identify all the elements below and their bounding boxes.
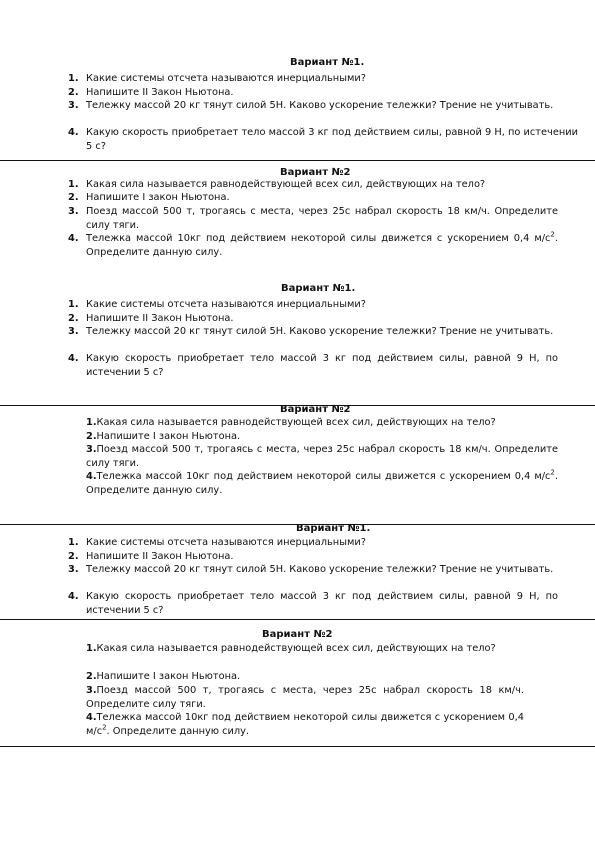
question-text-main: Какие системы отсчета называются инерциальными?	[86, 73, 366, 84]
question-item	[68, 325, 558, 339]
question-text-main: Тележку массой 20 кг тянут силой 5Н. Каково ускорение тележки? Трение не учитывать.	[86, 100, 554, 111]
question-text-main: Какие системы отсчета называются инерциальными?	[86, 537, 366, 548]
question-text-main: Какая сила называется равнодействующей всех сил, действующих на тело?	[96, 417, 496, 428]
question-item	[68, 205, 558, 233]
question-number: 1.	[68, 299, 79, 310]
question-number: 1.	[68, 537, 79, 548]
question-text	[86, 99, 578, 113]
question-item	[86, 670, 524, 684]
question-text	[86, 178, 558, 192]
question-text-main: Какие системы отсчета называются инерциальными?	[86, 299, 366, 310]
question-text-tail: . Определите данную силу.	[106, 726, 250, 737]
question-item	[68, 312, 558, 326]
question-text-main: Какая сила называется равнодействующей всех сил, действующих на тело?	[86, 179, 486, 190]
question-item	[86, 642, 524, 656]
variant-title: Вариант №2	[280, 404, 351, 415]
superscript: 2	[102, 723, 107, 732]
question-text	[86, 126, 578, 154]
question-item	[68, 126, 578, 154]
question-text-main: Напишите I закон Ньютона.	[86, 192, 230, 203]
variant-title: Вариант №1.	[290, 57, 365, 68]
question-text	[86, 232, 558, 260]
question-item	[86, 430, 558, 444]
question-text	[86, 352, 558, 380]
question-text-main: Поезд массой 500 т, трогаясь с места, через 25с набрал скорость 18 км/ч. Определите силу тяги.	[86, 206, 558, 231]
question-item	[86, 443, 558, 471]
question-number: 1.	[68, 73, 79, 84]
question-text	[86, 443, 558, 471]
question-item	[68, 232, 558, 260]
question-number: 1.	[86, 643, 97, 654]
question-text-main: Тележку массой 20 кг тянут силой 5Н. Каково ускорение тележки? Трение не учитывать.	[86, 326, 554, 337]
question-text	[86, 550, 558, 564]
question-text	[86, 72, 578, 86]
question-text-main: Какую скорость приобретает тело массой 3 кг под действием силы, равной 9 Н, по истечении 5 с?	[86, 127, 578, 152]
question-item	[68, 191, 558, 205]
question-text	[86, 590, 558, 618]
question-text-main: Напишите II Закон Ньютона.	[86, 551, 234, 562]
question-text-main: Напишите II Закон Ньютона.	[86, 313, 234, 324]
question-item	[68, 563, 558, 577]
question-item	[68, 298, 558, 312]
question-item	[68, 86, 578, 100]
question-text-main: Напишите II Закон Ньютона.	[86, 87, 234, 98]
question-text-main: Тележка массой 10кг под действием некоторой силы движется с ускорением 0,4 м/с	[86, 233, 551, 244]
question-text-tail: . Определите данную силу.	[86, 471, 558, 496]
question-number: 2.	[68, 192, 79, 203]
section-divider	[0, 619, 595, 620]
question-number: 1.	[68, 179, 79, 190]
variant-title: Вариант №2	[280, 167, 351, 178]
superscript: 2	[550, 468, 555, 477]
question-text	[86, 536, 558, 550]
variant-title: Вариант №1.	[281, 283, 356, 294]
question-text-main: Поезд массой 500 т, трогаясь с места, через 25с набрал скорость 18 км/ч. Определите силу тяги.	[86, 444, 558, 469]
variant-title: Вариант №2	[262, 629, 333, 640]
question-text-tail: . Определите данную силу.	[86, 233, 558, 258]
question-text	[86, 670, 524, 684]
question-text-main: Тележку массой 20 кг тянут силой 5Н. Каково ускорение тележки? Трение не учитывать.	[86, 564, 554, 575]
question-text	[86, 86, 578, 100]
question-number: 2.	[68, 87, 79, 98]
question-text-main: Какая сила называется равнодействующей всех сил, действующих на тело?	[96, 643, 496, 654]
question-number: 2.	[68, 313, 79, 324]
question-item	[86, 470, 558, 498]
section-divider	[0, 160, 595, 161]
question-item	[86, 416, 558, 430]
question-text	[86, 205, 558, 233]
question-item	[86, 684, 524, 712]
question-number: 3.	[68, 564, 79, 575]
question-number: 2.	[86, 671, 97, 682]
question-text-main: Поезд массой 500 т, трогаясь с места, через 25с набрал скорость 18 км/ч. Определите силу тяги.	[86, 685, 524, 710]
question-text	[86, 298, 558, 312]
question-text-main: Напишите I закон Ньютона.	[96, 431, 241, 442]
question-text	[86, 563, 558, 577]
question-text-main: Тележка массой 10кг под действием некоторой силы движется с ускорением 0,4 м/с	[96, 471, 551, 482]
question-item	[68, 590, 558, 618]
question-text-main: Какую скорость приобретает тело массой 3 кг под действием силы, равной 9 Н, по истечении 5 с?	[86, 591, 558, 616]
question-text	[86, 642, 524, 656]
section-divider	[0, 746, 595, 747]
question-text	[86, 191, 558, 205]
question-text-main: Тележка массой 10кг под действием некоторой силы движется с ускорением 0,4 м/с	[86, 712, 524, 737]
question-number: 1.	[86, 417, 97, 428]
superscript: 2	[550, 230, 555, 239]
question-text-main: Какую скорость приобретает тело массой 3 кг под действием силы, равной 9 Н, по истечении 5 с?	[86, 353, 558, 378]
question-text	[86, 711, 524, 739]
question-item	[86, 711, 524, 739]
question-number: 4.	[86, 471, 97, 482]
question-number: 3.	[68, 206, 79, 217]
question-item	[68, 352, 558, 380]
question-number: 4.	[68, 233, 79, 244]
question-text-main: Напишите I закон Ньютона.	[96, 671, 241, 682]
variant-title: Вариант №1.	[296, 523, 371, 534]
question-text	[86, 470, 558, 498]
question-text	[86, 684, 524, 712]
question-number: 4.	[68, 591, 79, 602]
question-item	[68, 536, 558, 550]
question-number: 2.	[86, 431, 97, 442]
question-number: 3.	[68, 326, 79, 337]
question-number: 4.	[68, 127, 79, 138]
question-item	[68, 178, 558, 192]
question-text	[86, 325, 558, 339]
question-text	[86, 312, 558, 326]
question-text	[86, 416, 558, 430]
question-number: 4.	[68, 353, 79, 364]
question-number: 3.	[68, 100, 79, 111]
question-number: 2.	[68, 551, 79, 562]
question-item	[68, 72, 578, 86]
question-item	[68, 550, 558, 564]
question-item	[68, 99, 578, 113]
question-number: 4.	[86, 712, 97, 723]
question-number: 3.	[86, 444, 97, 455]
question-text	[86, 430, 558, 444]
question-number: 3.	[86, 685, 97, 696]
